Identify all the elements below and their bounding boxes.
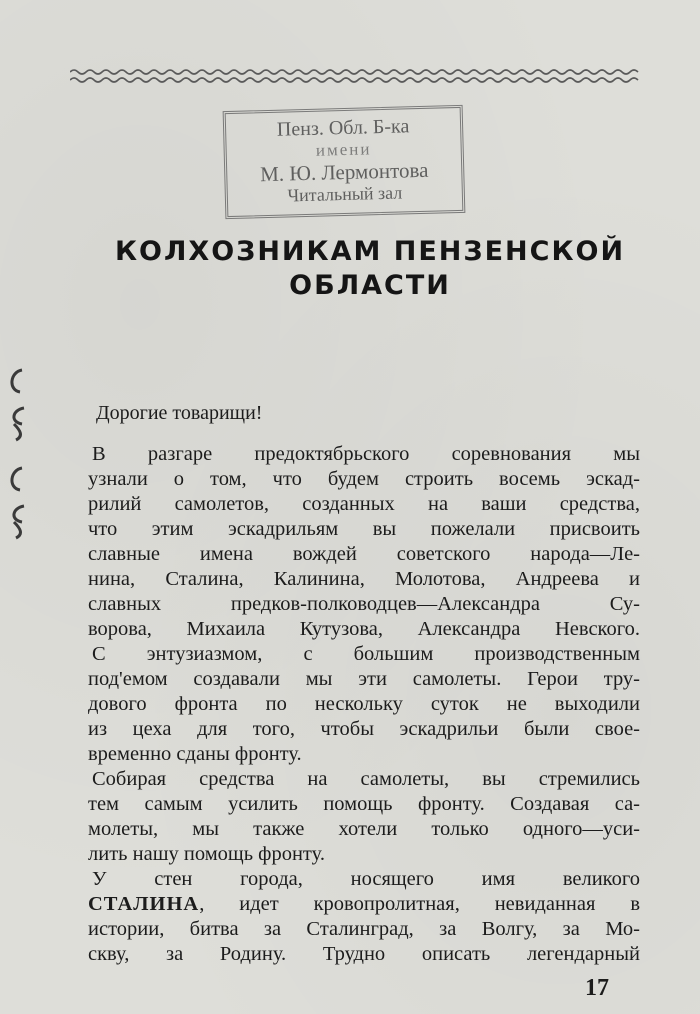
body-line: из цеха для того, чтобы эскадрильи были свое- [88,718,640,740]
body-line: славные имена вождей советского народа—Ле- [88,543,640,565]
body-line: славных предков-полководцев—Александра Су- [88,593,640,615]
decorative-top-rule [70,62,642,90]
body-line: что этим эскадрильям вы пожелали присвоить [88,518,640,540]
body-line: узнали о том, что будем строить восемь эскад- [88,468,640,490]
body-line: временно сданы фронту. [88,743,302,765]
body-line: тем самым усилить помощь фронту. Создавая са- [88,793,640,815]
body-line-rest: , идет кровопролитная, невиданная в [199,893,640,915]
body-line: лить нашу помощь фронту. [88,843,325,865]
body-line: У стен города, носящего имя великого [92,868,640,890]
stamp-line-3: М. Ю. Лермонтова [259,157,429,187]
stamp-line-1: Пенз. Обл. Б-ка [276,115,410,141]
greeting: Дорогие товарищи! [96,402,263,424]
body-line: С энтузиазмом, с большим производственным [92,643,640,665]
page-title-line-1: КОЛХОЗНИКАМ ПЕНЗЕНСКОЙ [114,236,626,267]
body-line: молеты, мы также хотели только одного—уси- [88,818,640,840]
body-line [88,892,640,917]
body-line: рилий самолетов, созданных на ваши средства, [88,493,640,515]
body-line: истории, битва за Сталинград, за Волгу, за Мо- [88,918,640,940]
library-stamp [223,105,466,219]
body-line: Собирая средства на самолеты, вы стремились [92,768,640,790]
page-number: 17 [585,975,609,1001]
margin-ink-marks-icon [0,350,34,540]
stamp-line-2: имени [315,139,372,160]
stalin-name-bold: СТАЛИНА [88,893,200,915]
body-line: нина, Сталина, Калинина, Молотова, Андреева и [88,568,640,590]
body-line: скву, за Родину. Трудно описать легендарный [88,943,640,965]
body-line: дового фронта по нескольку суток не выходили [88,693,640,715]
page-title-line-2: ОБЛАСТИ [289,270,451,301]
stamp-line-4: Читальный зал [287,182,403,206]
body-line: В разгаре предоктябрьского соревнования мы [92,443,640,465]
body-line: ворова, Михаила Кутузова, Александра Невского. [88,618,640,640]
body-line: под'емом создавали мы эти самолеты. Герои тру- [88,668,640,690]
